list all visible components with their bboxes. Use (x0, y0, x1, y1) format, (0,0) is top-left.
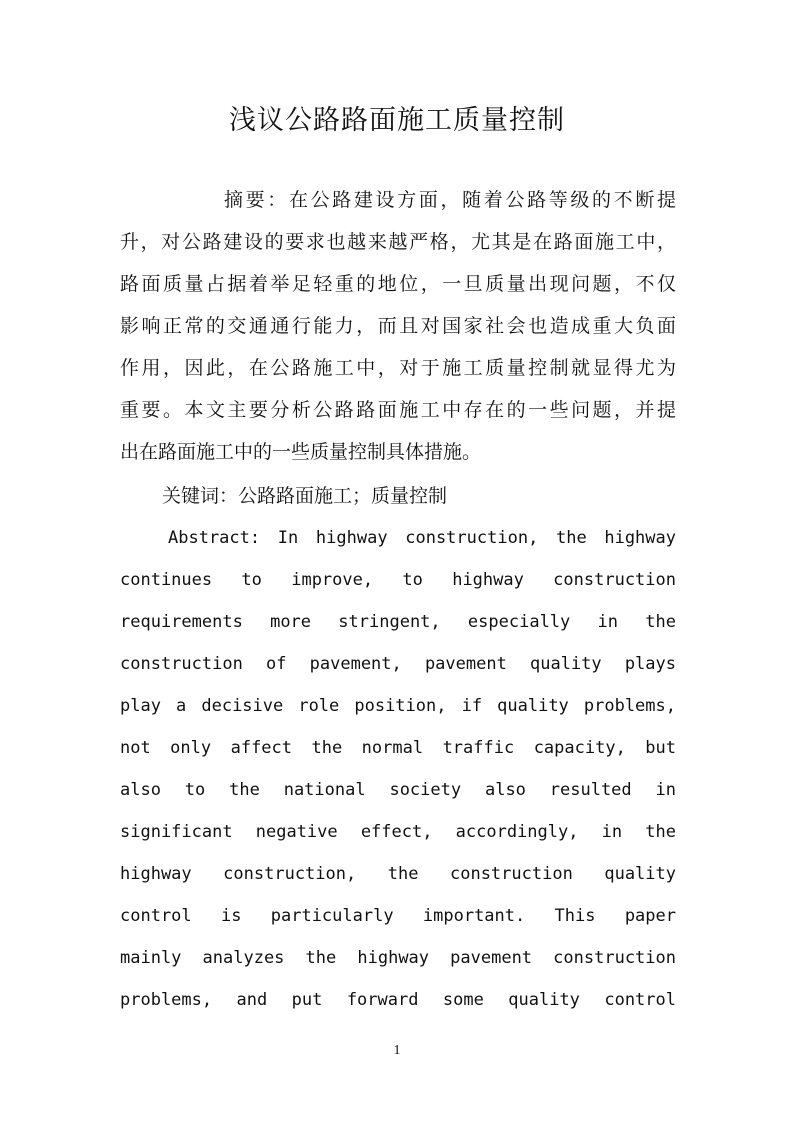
abstract-en-line-5: play a decisive role position, if quality problems, (120, 696, 676, 716)
abstract-cn-line-4: 影响正常的交通通行能力，而且对国家社会也造成重大负面 (120, 315, 676, 337)
document-title: 浅议公路路面施工质量控制 (229, 105, 565, 136)
abstract-en-line-10: control is particularly important. This paper (120, 906, 676, 926)
abstract-en-line-9: highway construction, the construction quality (120, 864, 676, 884)
abstract-cn-line-2: 升，对公路建设的要求也越来越严格，尤其是在路面施工中， (120, 231, 676, 253)
abstract-en-line-3: requirements more stringent, especially in the (120, 612, 676, 632)
abstract-en-line-11: mainly analyzes the highway pavement construction (120, 948, 676, 968)
abstract-en-line-1: Abstract: In highway construction, the highway (168, 528, 676, 548)
abstract-cn-line-5: 作用，因此，在公路施工中，对于施工质量控制就显得尤为 (120, 357, 676, 379)
abstract-en-line-7: also to the national society also resulted in (120, 780, 676, 800)
abstract-cn-line-7: 出在路面施工中的一些质量控制具体措施。 (120, 441, 482, 463)
abstract-cn-line-3: 路面质量占据着举足轻重的地位，一旦质量出现问题，不仅 (120, 273, 676, 295)
abstract-cn-line-6: 重要。本文主要分析公路路面施工中存在的一些问题，并提 (120, 399, 676, 421)
page-number: 1 (393, 1043, 401, 1058)
abstract-en-line-2: continues to improve, to highway construction (120, 570, 676, 590)
abstract-en-line-6: not only affect the normal traffic capacity, but (120, 738, 676, 758)
abstract-en-line-4: construction of pavement, pavement quality plays (120, 654, 676, 674)
abstract-en-line-12: problems, and put forward some quality control (120, 990, 676, 1010)
abstract-cn-line-1: 摘要：在公路建设方面，随着公路等级的不断提 (224, 189, 676, 211)
abstract-en-line-8: significant negative effect, accordingly, in the (120, 822, 676, 842)
keywords-line: 关键词：公路路面施工；质量控制 (162, 485, 448, 507)
